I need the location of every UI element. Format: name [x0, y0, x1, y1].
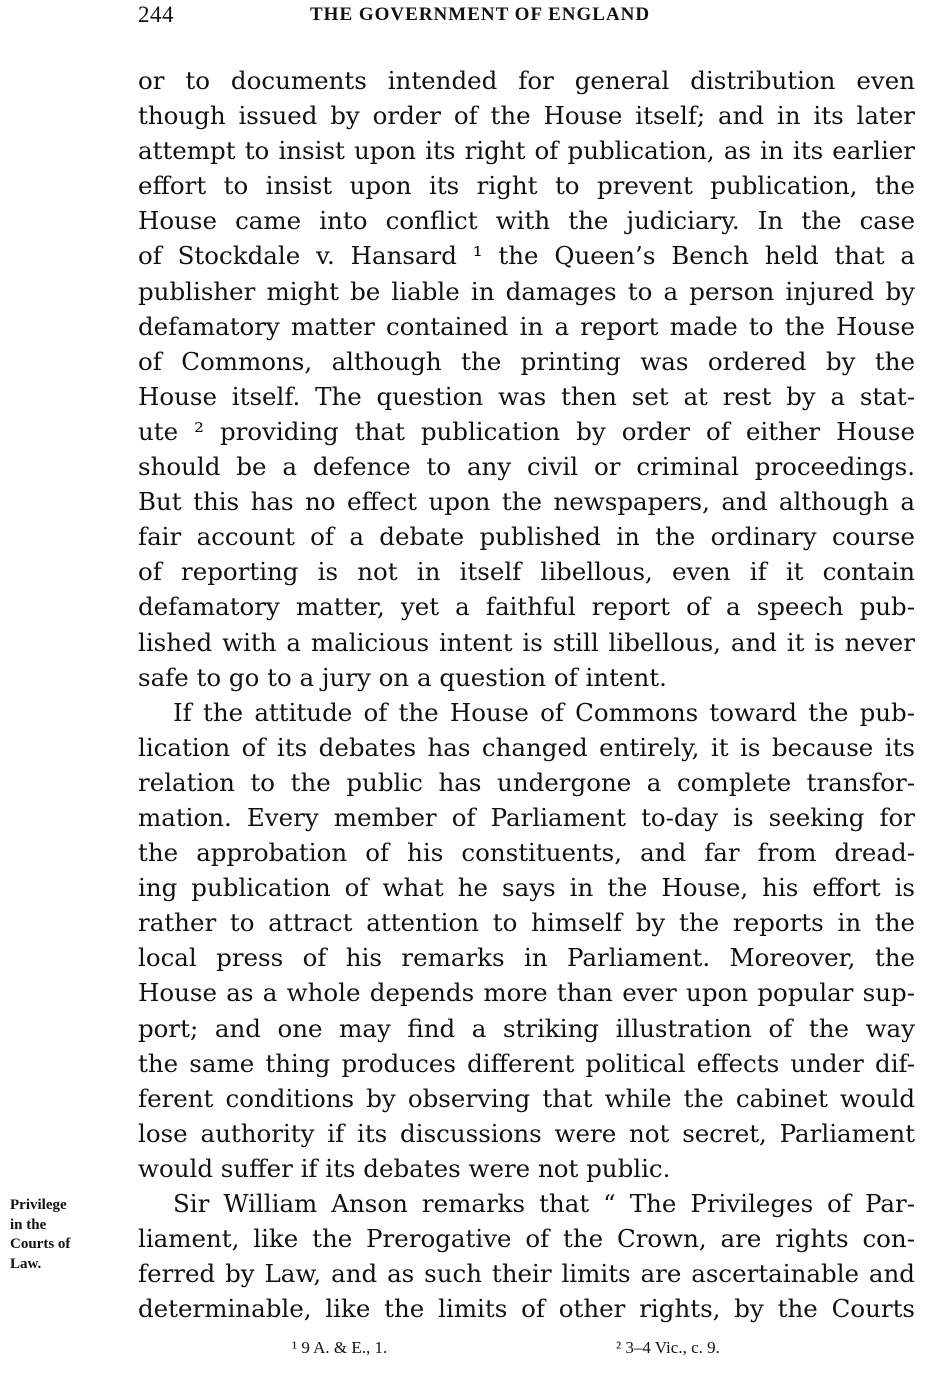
- text-line: port; and one may find a striking illustration of the way: [138, 1013, 915, 1043]
- paragraph-start-line: Sir William Anson remarks that “ The Privileges of Par-: [173, 1189, 915, 1218]
- text-line: House came into conflict with the judiciary. In the case: [138, 206, 915, 236]
- text-line: effort to insist upon its right to prevent publication, the: [138, 171, 915, 201]
- paragraph-start-line: If the attitude of the House of Commons toward the pub-: [173, 697, 915, 727]
- paragraph-end-line: would suffer if its debates were not public.: [138, 1153, 671, 1183]
- text-line: though issued by order of the House itself; and in its later: [138, 101, 915, 131]
- text-line: attempt to insist upon its right of publication, as in its earlier: [138, 136, 915, 166]
- paragraph-end-line: safe to go to a jury on a question of intent.: [138, 662, 667, 692]
- text-line: lication of its debates has changed entirely, it is because its: [138, 732, 915, 762]
- text-line: relation to the public has undergone a complete transfor-: [138, 767, 915, 797]
- text-line: should be a defence to any civil or criminal proceedings.: [138, 452, 915, 482]
- footnote-2: ² 3–4 Vic., c. 9.: [616, 1338, 720, 1357]
- text-line: determinable, like the limits of other rights, by the Courts: [138, 1294, 915, 1324]
- text-line: local press of his remarks in Parliament. Moreover, the: [138, 943, 915, 973]
- text-line: lose authority if its discussions were not secret, Parliament: [138, 1118, 915, 1148]
- text-line: ute ² providing that publication by order of either House: [138, 416, 915, 446]
- text-line: the same thing produces different political effects under dif-: [138, 1048, 915, 1078]
- marginal-note: [10, 1196, 120, 1274]
- text-line: liament, like the Prerogative of the Crown, are rights con-: [138, 1224, 915, 1254]
- marginal-note-line: in the: [10, 1216, 47, 1233]
- text-line: mation. Every member of Parliament to-day is seeking for: [138, 802, 915, 832]
- text-line: defamatory matter contained in a report made to the House: [138, 311, 915, 341]
- text-line: ferred by Law, and as such their limits are ascertainable and: [138, 1259, 915, 1289]
- text-line: But this has no effect upon the newspapers, and although a: [138, 487, 915, 517]
- text-line: ing publication of what he says in the House, his effort is: [138, 873, 915, 903]
- running-head: THE GOVERNMENT OF ENGLAND: [310, 4, 651, 25]
- page-number: 244: [138, 2, 174, 27]
- text-line: House itself. The question was then set at rest by a stat-: [138, 381, 915, 411]
- footnotes: [0, 1338, 941, 1362]
- marginal-note-line: Privilege: [10, 1197, 67, 1213]
- text-line: the approbation of his constituents, and far from dread-: [138, 838, 915, 868]
- text-line: defamatory matter, yet a faithful report of a speech pub-: [138, 592, 915, 622]
- text-line: fair account of a debate published in the ordinary course: [138, 522, 915, 552]
- text-line: of Commons, although the printing was ordered by the: [138, 346, 915, 376]
- marginal-note-line: Courts of: [10, 1236, 71, 1252]
- text-line: publisher might be liable in damages to a person injured by: [138, 276, 915, 306]
- text-line: lished with a malicious intent is still libellous, and it is never: [138, 627, 915, 657]
- text-line: House as a whole depends more than ever upon popular sup-: [138, 978, 915, 1008]
- text-line: ferent conditions by observing that while the cabinet would: [138, 1083, 915, 1113]
- text-line: of reporting is not in itself libellous, even if it contain: [138, 557, 915, 587]
- body-text: [138, 63, 915, 1326]
- text-line: of Stockdale v. Hansard ¹ the Queen’s Bench held that a: [138, 241, 915, 271]
- marginal-note-line: Law.: [10, 1255, 42, 1272]
- text-line: or to documents intended for general distribution even: [138, 66, 915, 95]
- footnote-1: ¹ 9 A. & E., 1.: [292, 1338, 388, 1357]
- text-line: rather to attract attention to himself by the reports in the: [138, 908, 915, 938]
